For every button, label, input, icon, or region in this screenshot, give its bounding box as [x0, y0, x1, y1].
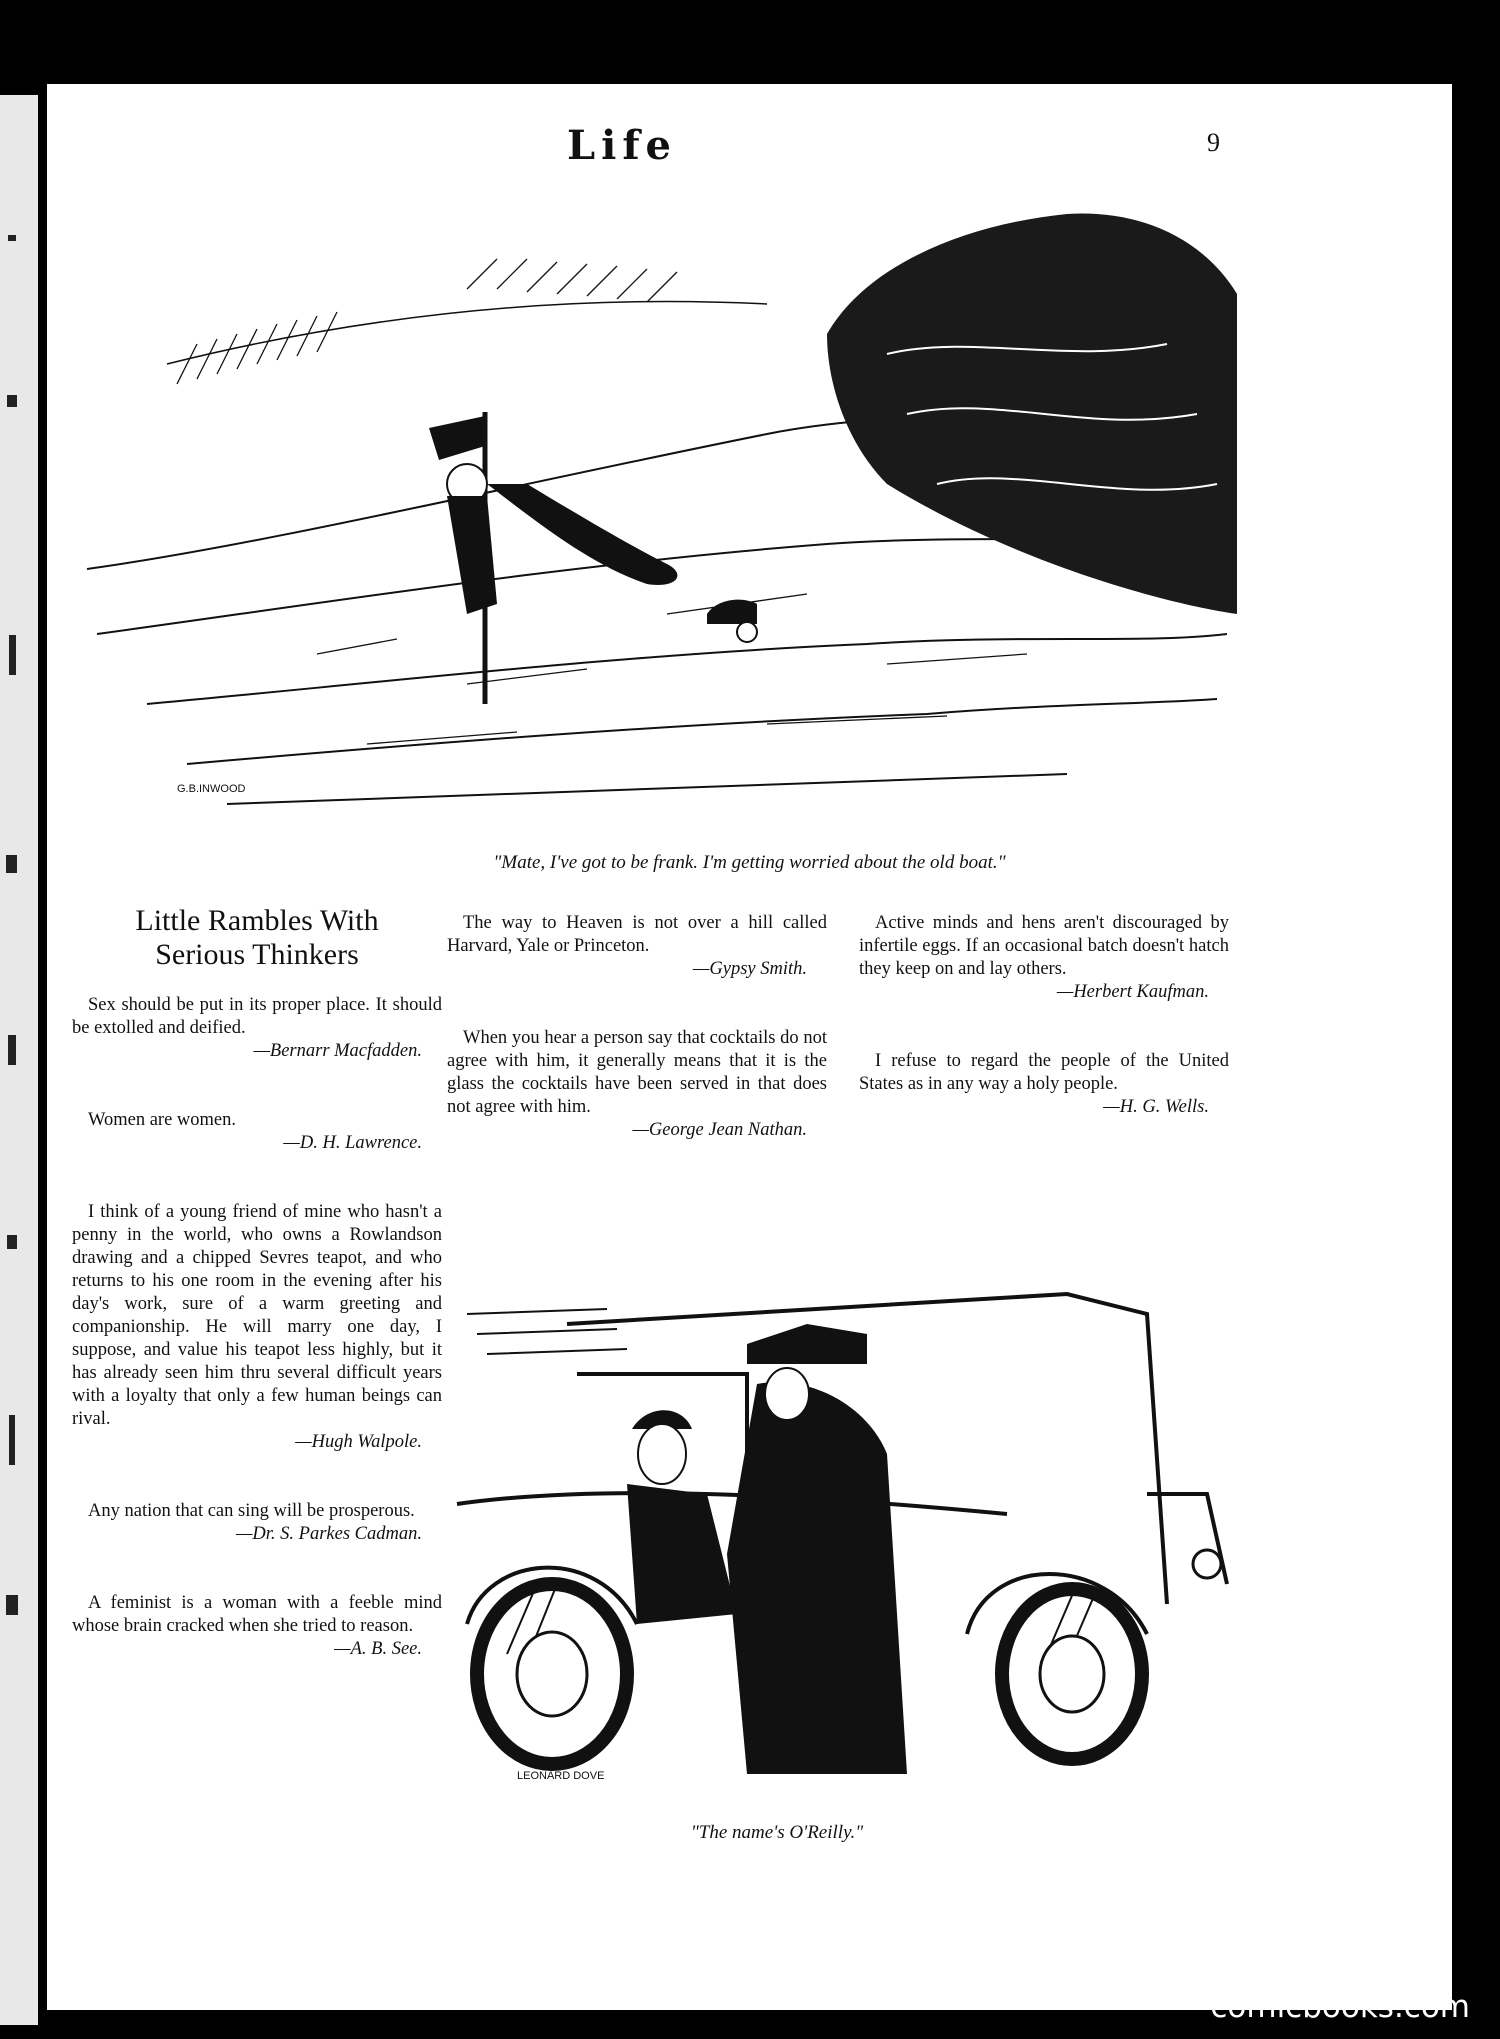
masthead: Life	[567, 122, 677, 169]
quote-author: —A. B. See.	[334, 1639, 422, 1659]
feature-heading	[72, 904, 442, 972]
cartoon-top-caption: "Mate, I've got to be frank. I'm getting worried about the old boat."	[493, 852, 1006, 873]
cartoon-top-signature: G.B.INWOOD	[177, 783, 246, 795]
quote-author: —Gypsy Smith.	[692, 959, 807, 979]
quote-text: Sex should be put in its proper place. It should be extolled and deified.	[72, 995, 442, 1038]
quote-author: —Bernarr Macfadden.	[253, 1041, 422, 1061]
quote-text: A feminist is a woman with a feeble mind whose brain cracked when she tried to reason.	[72, 1593, 442, 1636]
quote-text: I think of a young friend of mine who hasn't a penny in the world, who owns a Rowlandson drawing and a chipped Sevres teapot, and who returns to his one room in the evening after his day's work, sure of a warm greeting and companionship. He will marry one day, I suppose, and value his teapot less highly, but it has already seen him thru several difficult years with a loyalty that only a few human beings can rival.	[72, 1202, 442, 1429]
feature-heading-line-1: Little Rambles With	[135, 904, 379, 937]
quote-author: —Dr. S. Parkes Cadman.	[235, 1524, 422, 1544]
feature-column-2	[447, 912, 827, 1142]
quote-text: I refuse to regard the people of the United States as in any way a holy people.	[859, 1051, 1229, 1094]
quote-author: —H. G. Wells.	[1103, 1097, 1209, 1117]
magazine-page	[47, 84, 1452, 2010]
cartoon-bottom-caption: "The name's O'Reilly."	[690, 1822, 864, 1843]
feature-column-1	[72, 904, 442, 1661]
page-number: 9	[1207, 128, 1220, 157]
previous-page-ink-marks	[4, 215, 20, 1715]
quote-text: When you hear a person say that cocktails do not agree with him, it generally means that it is the glass the cocktails have been served in that does not agree with him.	[447, 1028, 827, 1117]
quote-author: —D. H. Lawrence.	[283, 1133, 422, 1153]
cartoon-policeman-and-car	[447, 1254, 1267, 1814]
quote-text: Women are women.	[88, 1110, 236, 1130]
quote-text: Any nation that can sing will be prosperous.	[88, 1501, 415, 1521]
feature-column-3	[859, 912, 1229, 1119]
quote-author: —Hugh Walpole.	[295, 1432, 422, 1452]
cartoon-sailor-on-wave	[67, 184, 1267, 834]
previous-page-edge	[0, 95, 38, 2025]
quote-author: —George Jean Nathan.	[632, 1120, 807, 1140]
site-watermark: comicbooks.com	[1210, 1989, 1470, 2025]
quote-text: Active minds and hens aren't discouraged by infertile eggs. If an occasional batch doesn't hatch they keep on and lay others.	[859, 913, 1229, 979]
quote-text: The way to Heaven is not over a hill called Harvard, Yale or Princeton.	[447, 913, 827, 956]
quote-author: —Herbert Kaufman.	[1056, 982, 1209, 1002]
feature-heading-line-2: Serious Thinkers	[155, 938, 359, 971]
cartoon-bottom-signature: LEONARD DOVE	[517, 1770, 605, 1782]
